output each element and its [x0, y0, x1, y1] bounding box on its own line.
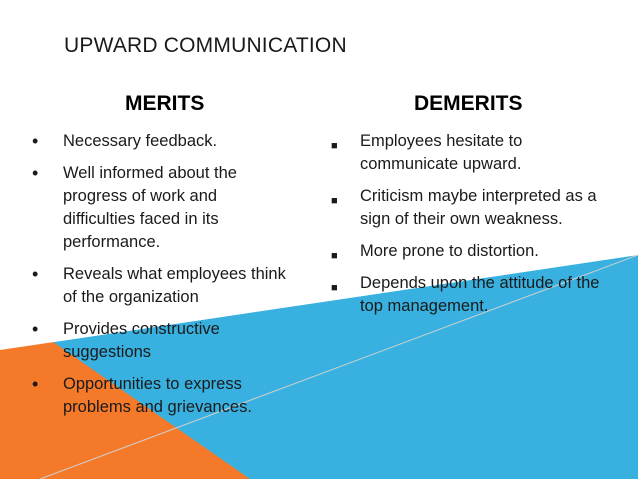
list-item [331, 272, 606, 318]
list-item [30, 373, 292, 419]
list-item [30, 263, 292, 309]
round-bullet-icon: • [32, 131, 39, 151]
demerits-list [331, 130, 606, 318]
round-bullet-icon: • [32, 374, 39, 394]
list-item [331, 240, 606, 263]
demerits-heading: DEMERITS [414, 92, 523, 115]
list-item [30, 318, 292, 364]
merits-column [30, 92, 292, 428]
page-title: UPWARD COMMUNICATION [64, 34, 347, 57]
list-item-text: More prone to distortion. [360, 242, 539, 260]
list-item-text: Reveals what employees think of the organization [63, 265, 286, 306]
round-bullet-icon: • [32, 264, 39, 284]
list-item [30, 162, 292, 254]
square-bullet-icon: ■ [331, 282, 338, 294]
list-item [30, 130, 292, 153]
square-bullet-icon: ■ [331, 195, 338, 207]
list-item-text: Well informed about the progress of work and difficulties faced in its performance. [63, 164, 237, 251]
list-item-text: Provides constructive suggestions [63, 320, 220, 361]
list-item-text: Opportunities to express problems and grievances. [63, 375, 252, 416]
list-item-text: Employees hesitate to communicate upward. [360, 132, 523, 173]
merits-heading: MERITS [125, 92, 205, 115]
demerits-column [331, 92, 606, 327]
square-bullet-icon: ■ [331, 140, 338, 152]
square-bullet-icon: ■ [331, 250, 338, 262]
merits-list [30, 130, 292, 419]
list-item-text: Necessary feedback. [63, 132, 218, 150]
list-item [331, 130, 606, 176]
list-item-text: Depends upon the attitude of the top management. [360, 274, 600, 315]
list-item [331, 185, 606, 231]
round-bullet-icon: • [32, 163, 39, 183]
round-bullet-icon: • [32, 319, 39, 339]
list-item-text: Criticism maybe interpreted as a sign of their own weakness. [360, 187, 597, 228]
